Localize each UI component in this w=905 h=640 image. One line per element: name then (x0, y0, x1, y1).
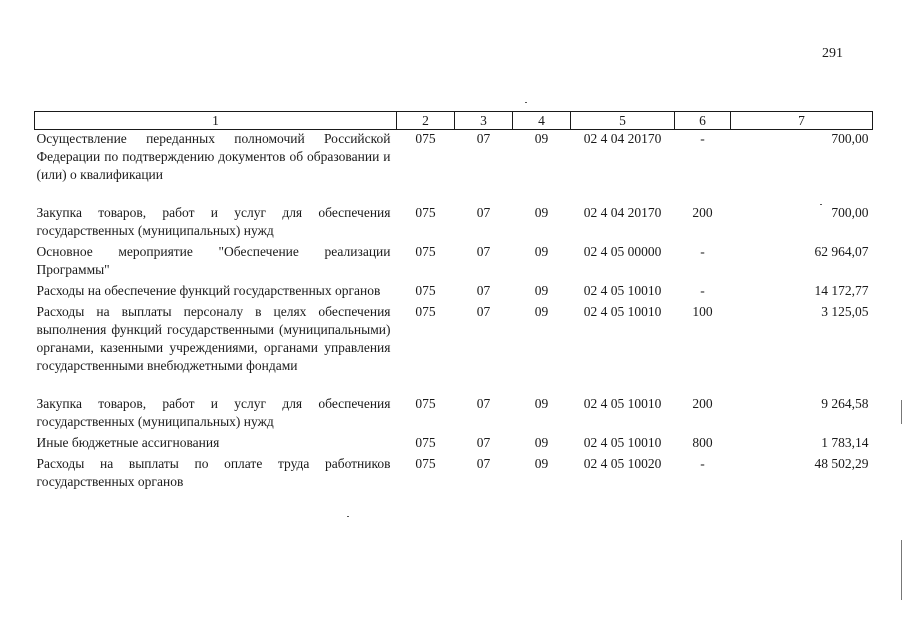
row-name: Основное мероприятие "Обеспечение реализации Программы" (36, 244, 391, 277)
header-col-7: 7 (731, 112, 873, 130)
row-name: Расходы на выплаты персоналу в целях обеспечения выполнения функций государственными (муниципальными) органами, казенными учреждениями, органами управления государственными внебюджетными фондами (36, 304, 391, 373)
table-row (35, 434, 873, 455)
row-amount: 48 502,29 (814, 456, 869, 471)
row-expense-type: 200 (692, 205, 713, 220)
row-amount: 62 964,07 (814, 244, 869, 259)
scan-speck (347, 516, 349, 517)
table-row (35, 130, 873, 205)
row-ministry-code: 075 (415, 435, 436, 450)
table-row (35, 204, 873, 243)
row-ministry-code: 075 (415, 283, 436, 298)
row-name: Иные бюджетные ассигнования (36, 435, 220, 450)
table-row (35, 455, 873, 494)
row-amount: 1 783,14 (821, 435, 869, 450)
row-target-code: 02 4 05 10020 (583, 456, 662, 471)
row-amount: 9 264,58 (821, 396, 869, 411)
table-row (35, 282, 873, 303)
row-amount: 700,00 (831, 205, 869, 220)
header-col-4: 4 (513, 112, 571, 130)
budget-table (34, 111, 873, 494)
row-name: Расходы на выплаты по оплате труда работников государственных органов (36, 456, 391, 489)
page-number: 291 (822, 46, 843, 61)
header-col-6: 6 (675, 112, 731, 130)
row-section-code: 07 (476, 435, 491, 450)
row-expense-type: 200 (692, 396, 713, 411)
row-section-code: 07 (476, 304, 491, 319)
row-target-code: 02 4 05 10010 (583, 435, 662, 450)
row-subsection-code: 09 (534, 396, 549, 411)
row-section-code: 07 (476, 131, 491, 146)
table-header (35, 112, 873, 130)
row-target-code: 02 4 04 20170 (583, 131, 662, 146)
row-subsection-code: 09 (534, 244, 549, 259)
header-col-2: 2 (397, 112, 455, 130)
row-target-code: 02 4 04 20170 (583, 205, 662, 220)
row-amount: 14 172,77 (814, 283, 869, 298)
row-ministry-code: 075 (415, 244, 436, 259)
header-col-1: 1 (35, 112, 397, 130)
row-subsection-code: 09 (534, 435, 549, 450)
header-col-5: 5 (571, 112, 675, 130)
header-col-3: 3 (455, 112, 513, 130)
row-subsection-code: 09 (534, 304, 549, 319)
row-amount: 700,00 (831, 131, 869, 146)
row-target-code: 02 4 05 10010 (583, 283, 662, 298)
row-expense-type: - (700, 456, 705, 471)
row-subsection-code: 09 (534, 283, 549, 298)
table-row (35, 243, 873, 282)
row-section-code: 07 (476, 283, 491, 298)
row-subsection-code: 09 (534, 205, 549, 220)
row-expense-type: 100 (692, 304, 713, 319)
header-row (35, 112, 873, 130)
table-row (35, 395, 873, 434)
row-name: Закупка товаров, работ и услуг для обеспечения государственных (муниципальных) нужд (36, 205, 391, 238)
table-row (35, 303, 873, 395)
scan-speck (525, 102, 527, 103)
row-subsection-code: 09 (534, 456, 549, 471)
scan-edge-mark (901, 540, 902, 600)
row-name: Закупка товаров, работ и услуг для обеспечения государственных (муниципальных) нужд (36, 396, 391, 429)
row-expense-type: - (700, 244, 705, 259)
scan-speck (820, 204, 822, 205)
row-name: Осуществление переданных полномочий Российской Федерации по подтверждению документов об образовании и (или) о квалификации (36, 131, 391, 182)
scan-edge-mark (901, 400, 902, 424)
row-expense-type: - (700, 131, 705, 146)
row-ministry-code: 075 (415, 396, 436, 411)
row-section-code: 07 (476, 205, 491, 220)
row-name: Расходы на обеспечение функций государственных органов (36, 283, 381, 298)
row-target-code: 02 4 05 00000 (583, 244, 662, 259)
row-section-code: 07 (476, 456, 491, 471)
row-section-code: 07 (476, 396, 491, 411)
row-subsection-code: 09 (534, 131, 549, 146)
row-target-code: 02 4 05 10010 (583, 304, 662, 319)
row-ministry-code: 075 (415, 205, 436, 220)
row-ministry-code: 075 (415, 456, 436, 471)
row-expense-type: - (700, 283, 705, 298)
row-amount: 3 125,05 (821, 304, 869, 319)
table-body (35, 130, 873, 495)
row-ministry-code: 075 (415, 304, 436, 319)
row-ministry-code: 075 (415, 131, 436, 146)
row-section-code: 07 (476, 244, 491, 259)
row-target-code: 02 4 05 10010 (583, 396, 662, 411)
row-expense-type: 800 (692, 435, 713, 450)
